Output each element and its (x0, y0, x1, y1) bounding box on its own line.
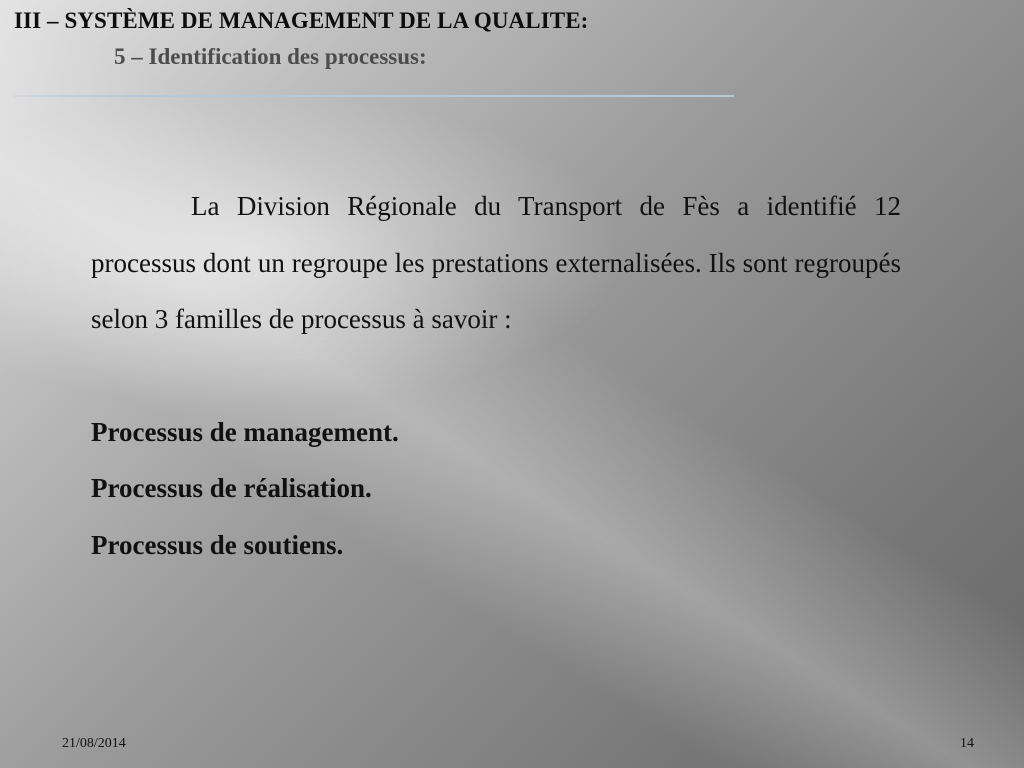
slide-page-number: 14 (960, 736, 974, 751)
slide-subtitle: 5 – Identification des processus: (114, 44, 427, 69)
title-divider-line (14, 95, 734, 97)
process-family-realisation: Processus de réalisation. (91, 473, 372, 503)
process-family-soutiens: Processus de soutiens. (91, 529, 344, 560)
slide-content (91, 178, 901, 573)
slide-header (14, 8, 720, 88)
process-family-list (91, 404, 901, 574)
slide-title: III – SYSTÈME DE MANAGEMENT DE LA QUALITE: (14, 8, 589, 33)
intro-paragraph: La Division Régionale du Transport de Fès a identifié 12 processus dont un regroupe les prestations externalisées. Ils sont regroupés selon 3 familles de processus à savoir : (91, 191, 901, 334)
process-family-management: Processus de management. (91, 416, 399, 447)
footer-date: 21/08/2014 (62, 736, 126, 751)
